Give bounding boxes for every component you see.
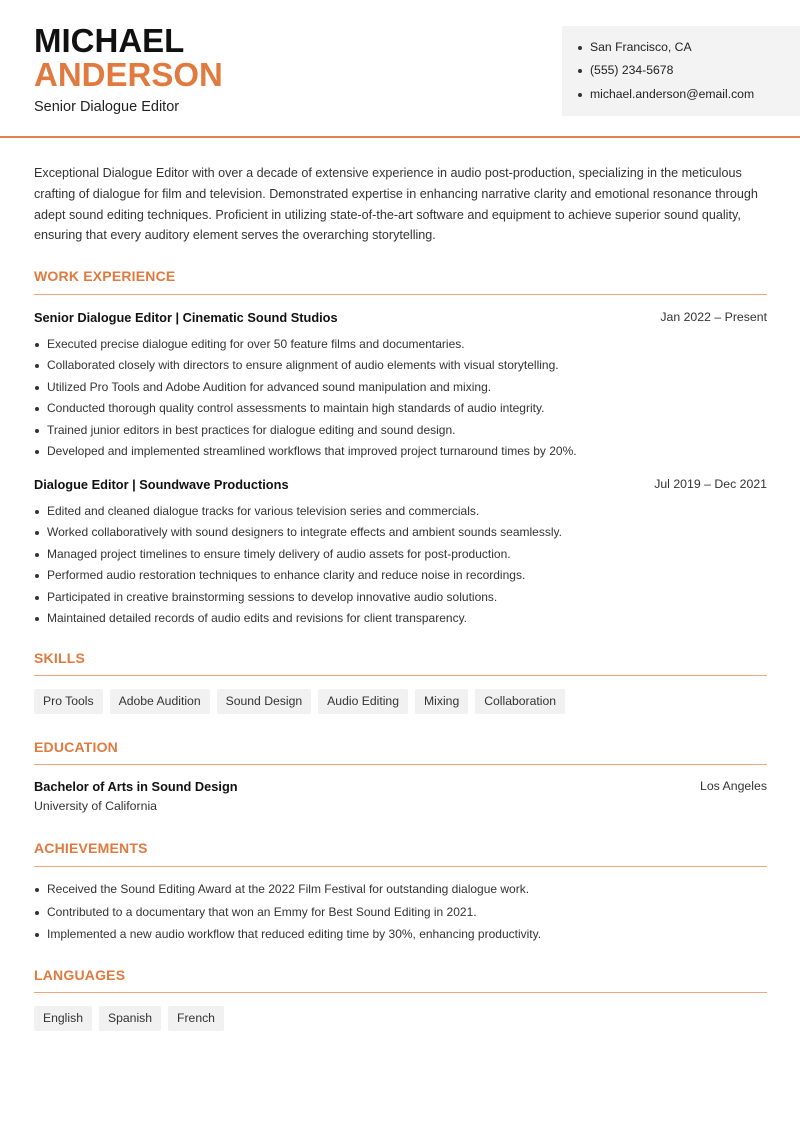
list-item: Collaborated closely with directors to ensure alignment of audio elements with visual storytelling.	[34, 358, 767, 379]
skill-chip: Sound Design	[217, 689, 312, 714]
list-item: Maintained detailed records of audio edits and revisions for client transparency.	[34, 611, 767, 632]
list-item: Managed project timelines to ensure timely delivery of audio assets for post-production.	[34, 547, 767, 568]
resume-header	[0, 0, 800, 138]
skills-chips	[34, 689, 565, 714]
skill-chip: Audio Editing	[318, 689, 408, 714]
list-item: Edited and cleaned dialogue tracks for various television series and commercials.	[34, 504, 767, 525]
section-title-languages: LANGUAGES	[34, 967, 126, 983]
list-item: Participated in creative brainstorming sessions to develop innovative audio solutions.	[34, 590, 767, 611]
job-heading	[34, 477, 767, 492]
list-item: Implemented a new audio workflow that reduced editing time by 30%, enhancing productivity.	[34, 927, 767, 950]
language-chip: English	[34, 1006, 92, 1031]
list-item: Developed and implemented streamlined workflows that improved project turnaround times by 20%.	[34, 444, 767, 465]
list-item: Performed audio restoration techniques to enhance clarity and reduce noise in recordings.	[34, 568, 767, 589]
last-name: ANDERSON	[34, 56, 223, 93]
education-location: Los Angeles	[699, 779, 767, 793]
contact-location: San Francisco, CA	[590, 40, 692, 54]
contact-box	[562, 26, 800, 116]
language-chips	[34, 1006, 224, 1031]
list-item: Worked collaboratively with sound designers to integrate effects and ambient sounds seamlessly.	[34, 525, 767, 546]
job-heading	[34, 310, 767, 325]
section-divider	[34, 764, 767, 765]
job-role: Dialogue Editor | Soundwave Productions	[34, 477, 289, 492]
section-title-skills: SKILLS	[34, 650, 85, 666]
skill-chip: Pro Tools	[34, 689, 103, 714]
job-dates: Jul 2019 – Dec 2021	[654, 477, 767, 491]
job-dates: Jan 2022 – Present	[660, 310, 767, 324]
job-role: Senior Dialogue Editor | Cinematic Sound Studios	[34, 310, 338, 325]
list-item: Executed precise dialogue editing for over 50 feature films and documentaries.	[34, 337, 767, 358]
education-degree: Bachelor of Arts in Sound Design	[34, 779, 238, 794]
job-bullets	[34, 504, 767, 632]
section-divider	[34, 866, 767, 867]
section-divider	[34, 992, 767, 993]
list-item: Contributed to a documentary that won an Emmy for Best Sound Editing in 2021.	[34, 905, 767, 928]
list-item: Conducted thorough quality control assessments to maintain high standards of audio integrity.	[34, 401, 767, 422]
summary-text: Exceptional Dialogue Editor with over a decade of extensive experience in audio post-production, specializing in the meticulous crafting of dialogue for film and television. Demonstrated expertise in enhancing narrative clarity and emotional resonance through adept sound editing techniques. Proficient in utilizing state-of-the-art software and equipment to achieve superior sound quality, ensuring that every auditory element serves the overarching storytelling.	[34, 166, 758, 243]
list-item: Trained junior editors in best practices for dialogue editing and sound design.	[34, 423, 767, 444]
list-item: Utilized Pro Tools and Adobe Audition for advanced sound manipulation and mixing.	[34, 380, 767, 401]
education-school: University of California	[34, 799, 158, 813]
job-bullets	[34, 337, 767, 465]
section-title-achievements: ACHIEVEMENTS	[34, 840, 148, 856]
section-divider	[34, 294, 767, 295]
contact-email: michael.anderson@email.com	[590, 87, 755, 101]
language-chip: Spanish	[99, 1006, 161, 1031]
first-name: MICHAEL	[34, 22, 185, 59]
list-item: Received the Sound Editing Award at the 2022 Film Festival for outstanding dialogue work.	[34, 882, 767, 905]
job-title: Senior Dialogue Editor	[34, 99, 180, 115]
achievement-bullets	[34, 882, 767, 950]
contact-phone: (555) 234-5678	[590, 63, 674, 77]
section-title-education: EDUCATION	[34, 739, 118, 755]
section-divider	[34, 675, 767, 676]
skill-chip: Adobe Audition	[110, 689, 210, 714]
language-chip: French	[168, 1006, 224, 1031]
skill-chip: Collaboration	[475, 689, 565, 714]
section-title-work: WORK EXPERIENCE	[34, 268, 176, 284]
skill-chip: Mixing	[415, 689, 468, 714]
